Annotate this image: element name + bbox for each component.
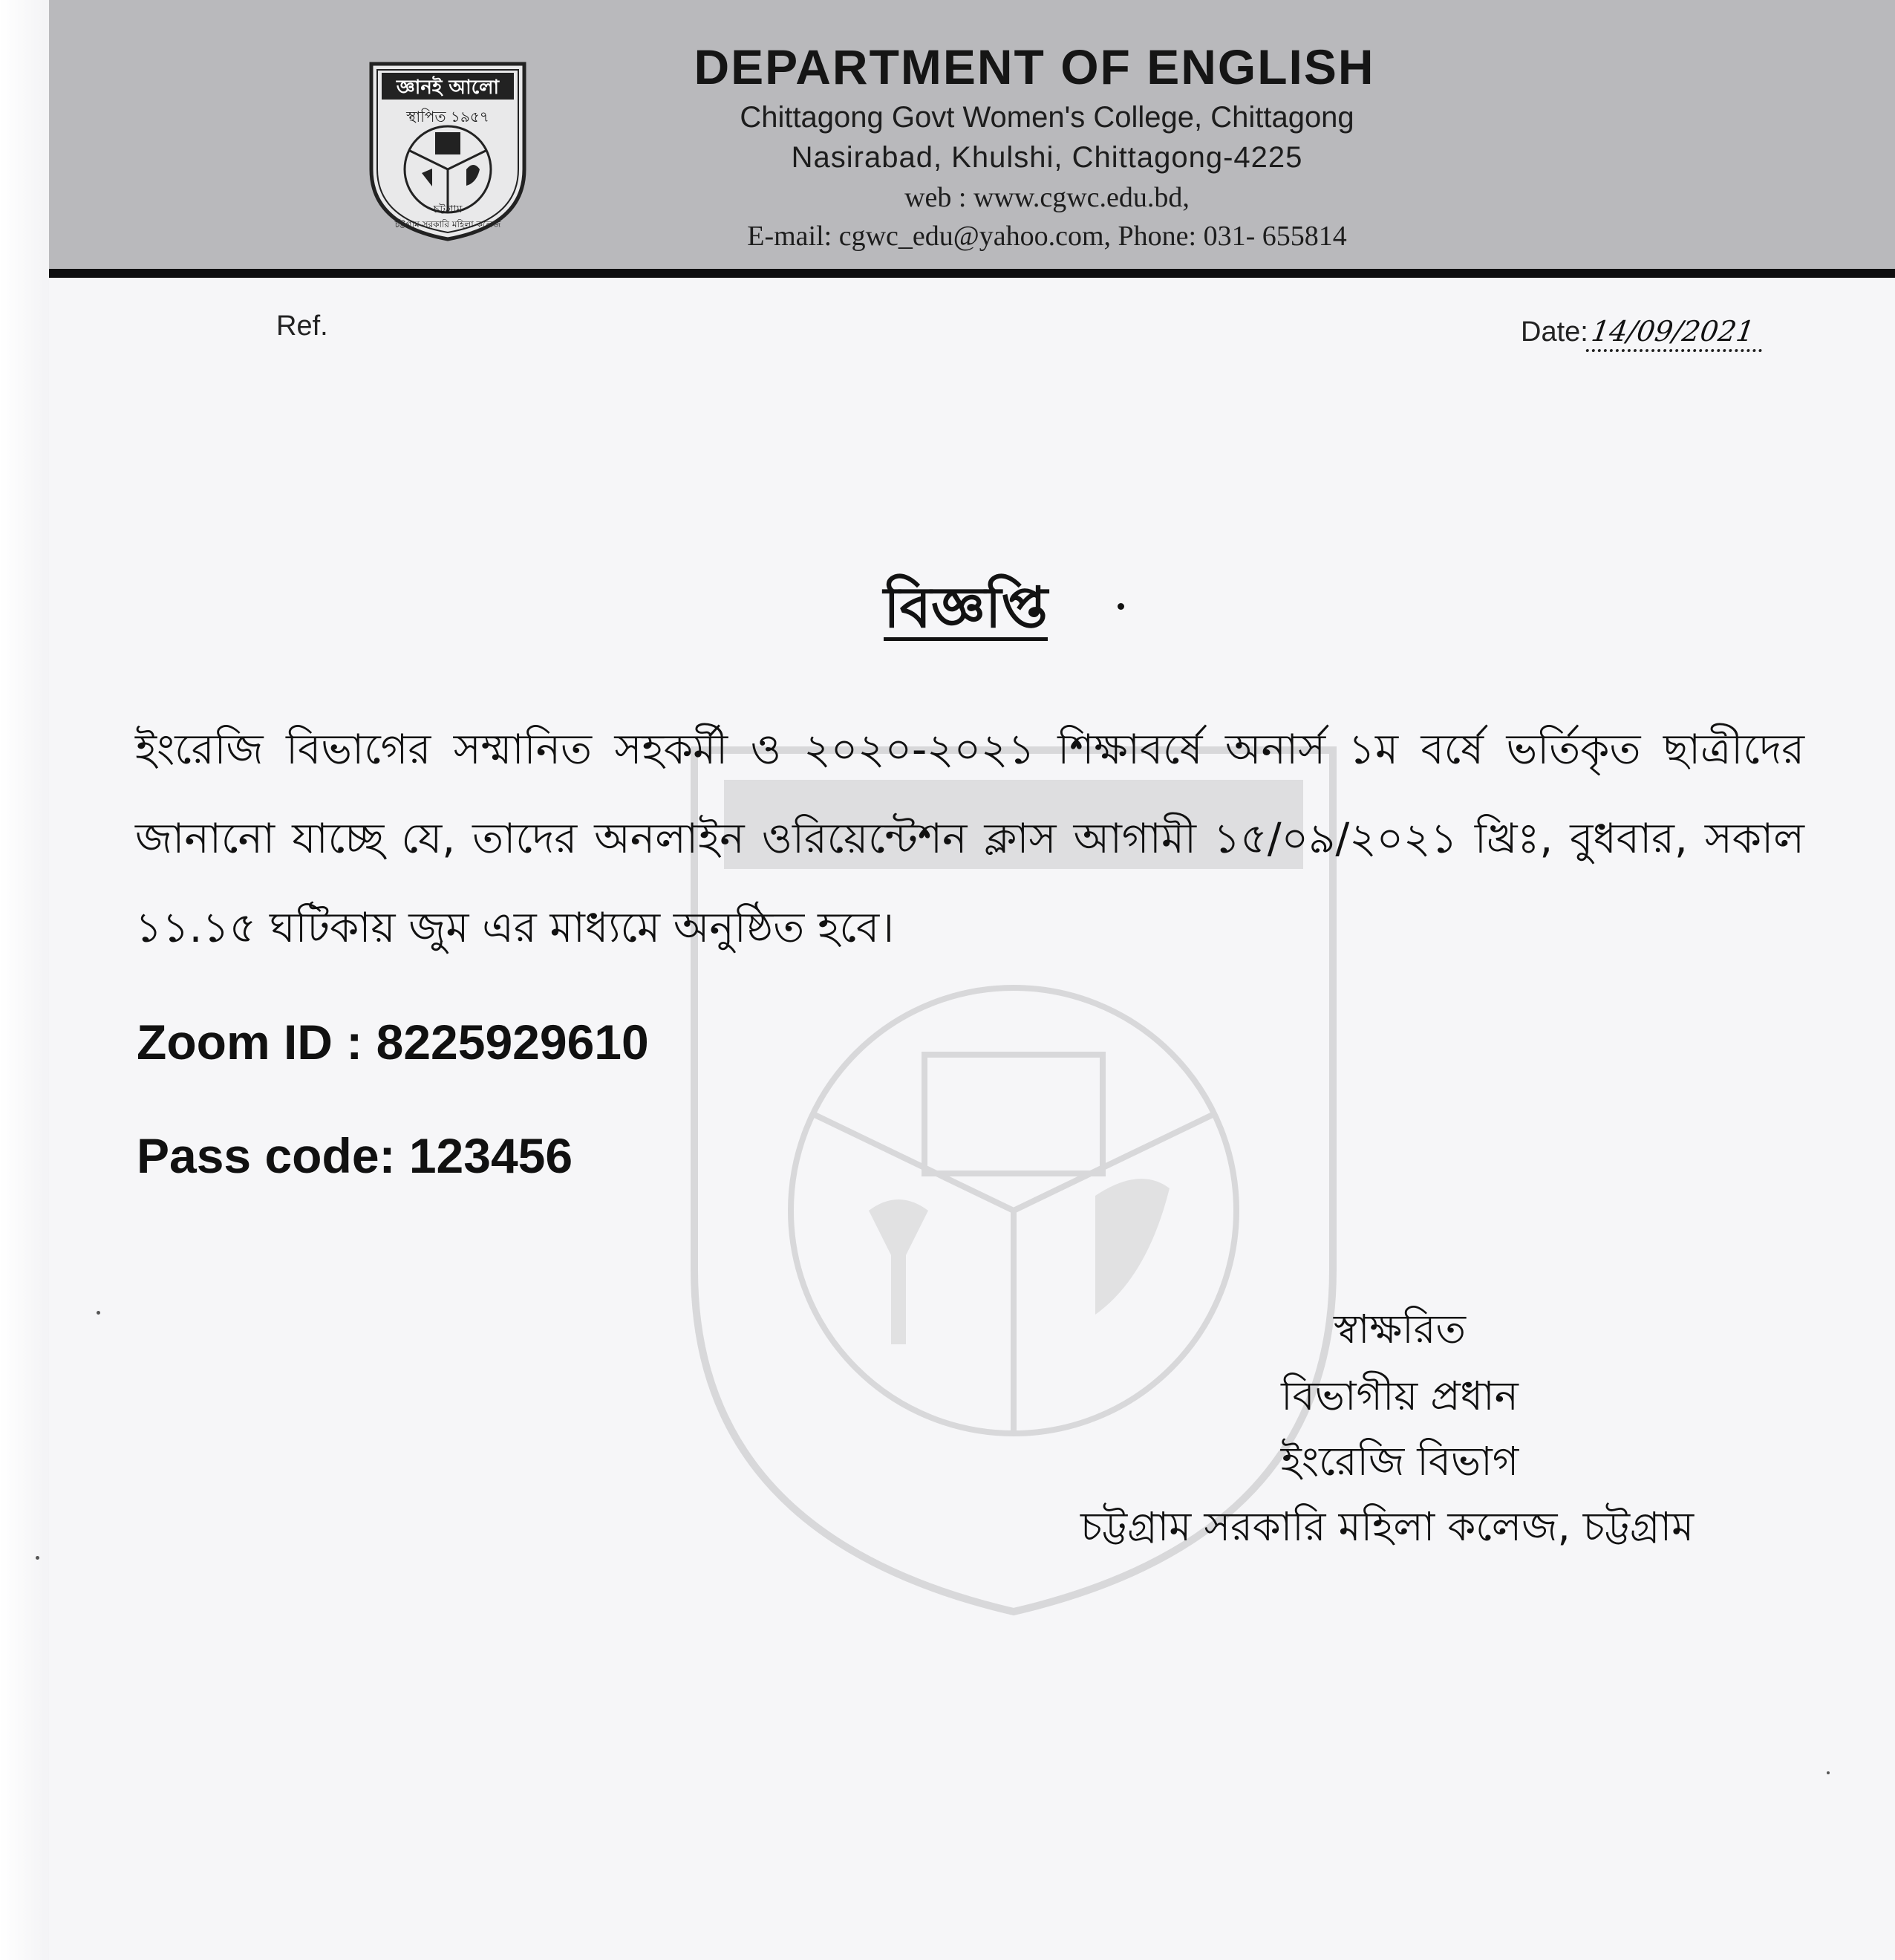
signature-signed: স্বাক্ষরিত: [1334, 1306, 1466, 1352]
signature-institution: চট্টগ্রাম সরকারি মহিলা কলেজ, চট্টগ্রাম: [1080, 1503, 1695, 1550]
pass-code: Pass code: 123456: [137, 1128, 573, 1183]
date-field: [1521, 315, 1764, 352]
ink-dot: [1118, 603, 1124, 610]
notice-title: বিজ্ঞপ্তি: [884, 574, 1048, 640]
scan-speck: [36, 1556, 39, 1560]
college-name: Chittagong Govt Women's College, Chittagong: [740, 101, 1354, 134]
date-label: Date:: [1521, 316, 1588, 348]
signature-department: ইংরেজি বিভাগ: [1280, 1438, 1519, 1485]
college-website: web : www.cgwc.edu.bd,: [904, 182, 1190, 213]
scan-speck: [1827, 1771, 1830, 1774]
college-contact: E-mail: cgwc_edu@yahoo.com, Phone: 031- 655814: [747, 221, 1347, 252]
college-address: Nasirabad, Khulshi, Chittagong-4225: [791, 141, 1303, 174]
zoom-id: Zoom ID : 8225929610: [137, 1015, 649, 1069]
scan-speck: [97, 1311, 100, 1315]
date-value-handwritten: 14/09/2021: [1585, 315, 1767, 352]
crest-college-name: চট্টগ্রাম সরকারি মহিলা কলেজ: [394, 219, 501, 229]
department-title: DEPARTMENT OF ENGLISH: [694, 39, 1375, 94]
crest-established: স্থাপিত ১৯৫৭: [406, 108, 489, 126]
notice-body: ইংরেজি বিভাগের সম্মানিত সহকর্মী ও ২০২০-২০২১ শিক্ষাবর্ষে অনার্স ১ম বর্ষে ভর্তিকৃত ছাত্রীদের জানানো যাচ্ছে যে, তাদের অনলাইন ওরিয়েন্টেশন ক্লাস আগামী ১৫/০৯/২০২১ খ্রিঃ, বুধবার, সকাল ১১.১৫ ঘটিকায় জুম এর মাধ্যমে অনুষ্ঠিত হবে।: [135, 726, 1804, 952]
signature-designation: বিভাগীয় প্রধান: [1281, 1373, 1519, 1419]
page-edge: [0, 0, 49, 1960]
reference-label: Ref.: [276, 310, 328, 342]
crest-city: চট্টগ্রাম: [433, 204, 463, 215]
crest-motto: জ্ঞানই আলো: [396, 76, 500, 99]
